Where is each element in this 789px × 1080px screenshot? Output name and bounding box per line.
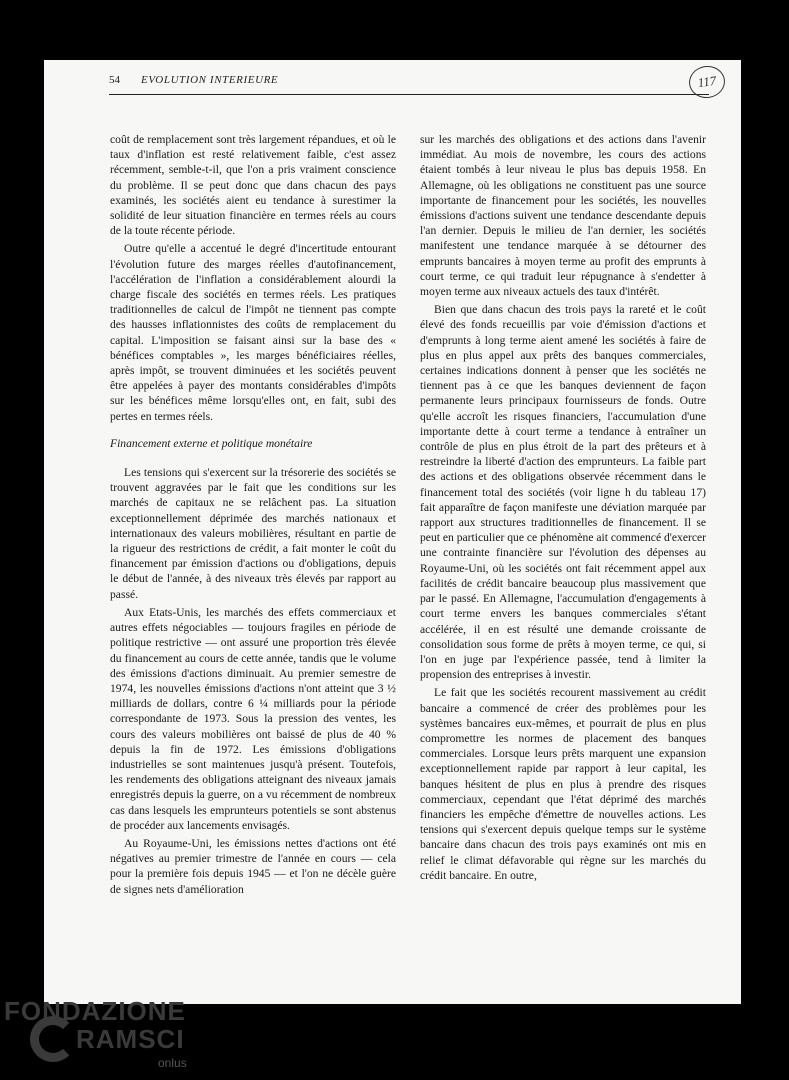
paragraph: Au Royaume-Uni, les émissions nettes d'actions ont été négatives au premier trimestre de l'année en cours — cela pour la première fois depuis 1945 — et l'on ne décèle guère de signes nets d'amélioration [110,836,396,896]
paragraph: Les tensions qui s'exercent sur la trésorerie des sociétés se trouvent aggravées par le fait que les conditions sur les marchés de capitaux ne se relâchent pas. La situation exceptionnellement déprimée des marchés nationaux et internationaux des valeurs mobilières, résultant en partie de la rigueur des restrictions de crédit, a fait monter le coût du financement par émission d'actions ou d'obligations, depuis le début de l'année, à des niveaux très élevés par rapport au passé. [110,466,396,601]
document-page [44,60,741,1004]
logo-g-icon [30,1016,76,1062]
fondazione-gramsci-logo [0,990,240,1080]
paragraph: Outre qu'elle a accentué le degré d'incertitude entourant l'évolution future des marges réelles d'autofinancement, l'accélération de l'inflation a considérablement alourdi la charge fiscale des sociétés en termes réels. Les pratiques traditionnelles de calcul de l'impôt ne tiennent pas compte des hausses inflationnistes des coûts de remplacement du capital. L'imposition se faisant ainsi sur la base des « bénéfices comptables », les marges bénéficiaires réelles, après impôt, se trouvent diminuées et les sociétés peuvent être appelées à payer des montants considérables d'impôts sur les bénéfices même lorsqu'elles ont, en fait, subi des pertes en termes réels. [110,242,396,423]
archive-stamp: 117 [687,64,727,101]
paragraph: Bien que dans chacun des trois pays la rareté et le coût élevé des fonds recueillis par voie d'émission d'actions et d'emprunts à long terme aient amené les sociétés à faire de plus en plus appel aux prêts des banques commerciales, certaines indications donnent à penser que les sociétés ne tiennent pas à ce que les banques deviennent de façon permanente leurs principaux fournisseurs de fonds. Outre qu'elle accroît les risques financiers, l'accumulation d'une importante dette à court terme a tendance à entraîner un contrôle de plus en plus étroit de la part des prêteurs et à restreindre la liberté d'action des emprunteurs. La faible part des actions et des obligations observée récemment dans le financement total des sociétés (voir ligne h du tableau 17) fait apparaître de façon manifeste une déviation marquée par rapport aux structures traditionnelles de financement. Il se peut en particulier que ce phénomène ait commencé d'exercer une contrainte financière sur l'évolution des dépenses au Royaume-Uni, où les sociétés ont fait récemment appel aux facilités de crédit bancaire beaucoup plus massivement que par le passé. En Allemagne, l'accumulation d'engagements à court terme envers les banques commerciales s'étant accélérée, il en est résulté une demande croissante de consolidation sous forme de prêts à moyen terme, ce qui, si l'on en juge par l'expérience passée, tend à limiter la propension des entreprises à investir. [420,303,706,682]
logo-text-onlus: onlus [158,1056,187,1070]
paragraph: coût de remplacement sont très largement répandues, et où le taux d'inflation est resté relativement faible, c'est assez récemment, semble-t-il, que l'on a pris vraiment conscience du problème. Il se peut donc que dans chacun des pays examinés, les sociétés aient eu tendance à surestimer la solidité de leur situation financière en termes réels au cours de la toute récente période. [110,133,396,238]
left-column [110,132,396,900]
paragraph: sur les marchés des obligations et des actions dans l'avenir immédiat. Au mois de novembre, les cours des actions étaient tombés à leur niveau le plus bas depuis 1958. En Allemagne, où les obligations ne constituent pas une source importante de financement pour les sociétés, les nouvelles émissions d'actions suivent une tendance descendante depuis l'an dernier. Depuis le milieu de l'an dernier, les sociétés manifestent une tendance marquée à se détourner des emprunts bancaires à moyen terme au profit des emprunts à court terme, ce qui traduit leur répugnance à s'endetter à moyen terme aux niveaux actuels des taux d'intérêt. [420,133,706,299]
section-heading: Financement externe et politique monétaire [110,436,313,450]
page-header [109,72,718,95]
logo-text-gramsci: RAMSCI [76,1024,185,1054]
paragraph: Aux Etats-Unis, les marchés des effets commerciaux et autres effets négociables — toujours fragiles en période de politique restrictive — ont assuré une proportion très élevée du financement au cours de cette année, tandis que le volume des émissions d'actions diminuait. Au premier semestre de 1974, les nouvelles émissions d'actions n'ont atteint que 3 ½ milliards de dollars, contre 6 ¼ milliards pour la période correspondante de 1973. Sous la pression des ventes, les cours des valeurs mobilières ont baissé de plus de 40 % depuis la fin de 1972. Les émissions d'obligations industrielles se sont maintenues jusqu'à présent. Toutefois, les rendements des obligations atteignant des niveaux jamais enregistrés depuis la guerre, on a vu récemment de nombreux cas dans lesquels les emprunteurs potentiels se sont abstenus de procéder aux lancements envisagés. [110,605,396,832]
page-number: 54 [109,74,120,86]
running-title: EVOLUTION INTERIEURE [141,74,279,86]
logo-text-fondazione: FONDAZIONE [4,996,186,1026]
paragraph: Le fait que les sociétés recourent massivement au crédit bancaire a commencé de créer des problèmes pour les systèmes bancaires eux-mêmes, et pourrait de plus en plus compromettre les normes de placement des banques commerciales. Lorsque leurs prêts marquent une expansion exceptionnellement rapide par rapport à leur capital, les banques hésitent de plus en plus à prendre des risques commerciaux, cependant que l'état déprimé des marchés financiers les empêche d'émettre de nouvelles actions. Les tensions qui s'exercent depuis quelque temps sur le système bancaire dans chacun des trois pays examinés ont mis en relief le climat défavorable qui règne sur les marchés du crédit bancaire. En outre, [420,686,706,882]
right-column [420,132,706,886]
